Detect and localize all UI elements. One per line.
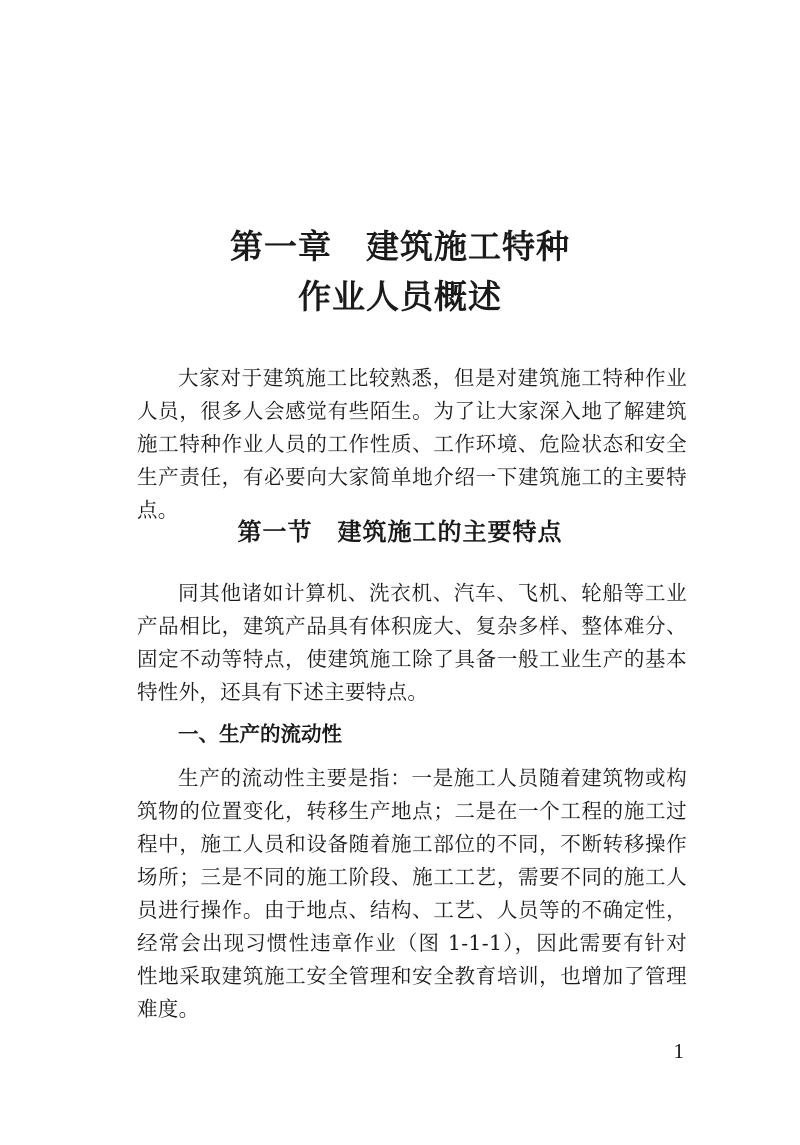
chapter-title-line-1: 第一章 建筑施工特种 [230,227,570,266]
page-number: 1 [673,1039,684,1063]
section-paragraph: 同其他诸如计算机、洗衣机、汽车、飞机、轮船等工业产品相比，建筑产品具有体积庞大、复杂多样、整体难分、固定不动等特点，使建筑施工除了具备一般工业生产的基本特性外，还具有下述主要特点。 [137,581,687,704]
section-title: 第一节 建筑施工的主要特点 [237,518,563,546]
chapter-title-line-2: 作业人员概述 [298,277,502,316]
subsection-paragraph: 生产的流动性主要是指：一是施工人员随着建筑物或构筑物的位置变化，转移生产地点；二是在一个工程的施工过程中，施工人员和设备随着施工部位的不同，不断转移操作场所；三是不同的施工阶段、施工工艺，需要不同的施工人员进行操作。由于地点、结构、工艺、人员等的不确定性，经常会出现习惯性违章作业（图 1-1-1），因此需要有针对性地采取建筑施工安全管理和安全教育培训，也增加了管理难度。 [137,766,687,1021]
chapter-title [0,222,800,322]
subsection-title: 一、生产的流动性 [178,722,342,746]
intro-paragraph: 大家对于建筑施工比较熟悉，但是对建筑施工特种作业人员，很多人会感觉有些陌生。为了让大家深入地了解建筑施工特种作业人员的工作性质、工作环境、危险状态和安全生产责任，有必要向大家简单地介绍一下建筑施工的主要特点。 [137,366,687,522]
